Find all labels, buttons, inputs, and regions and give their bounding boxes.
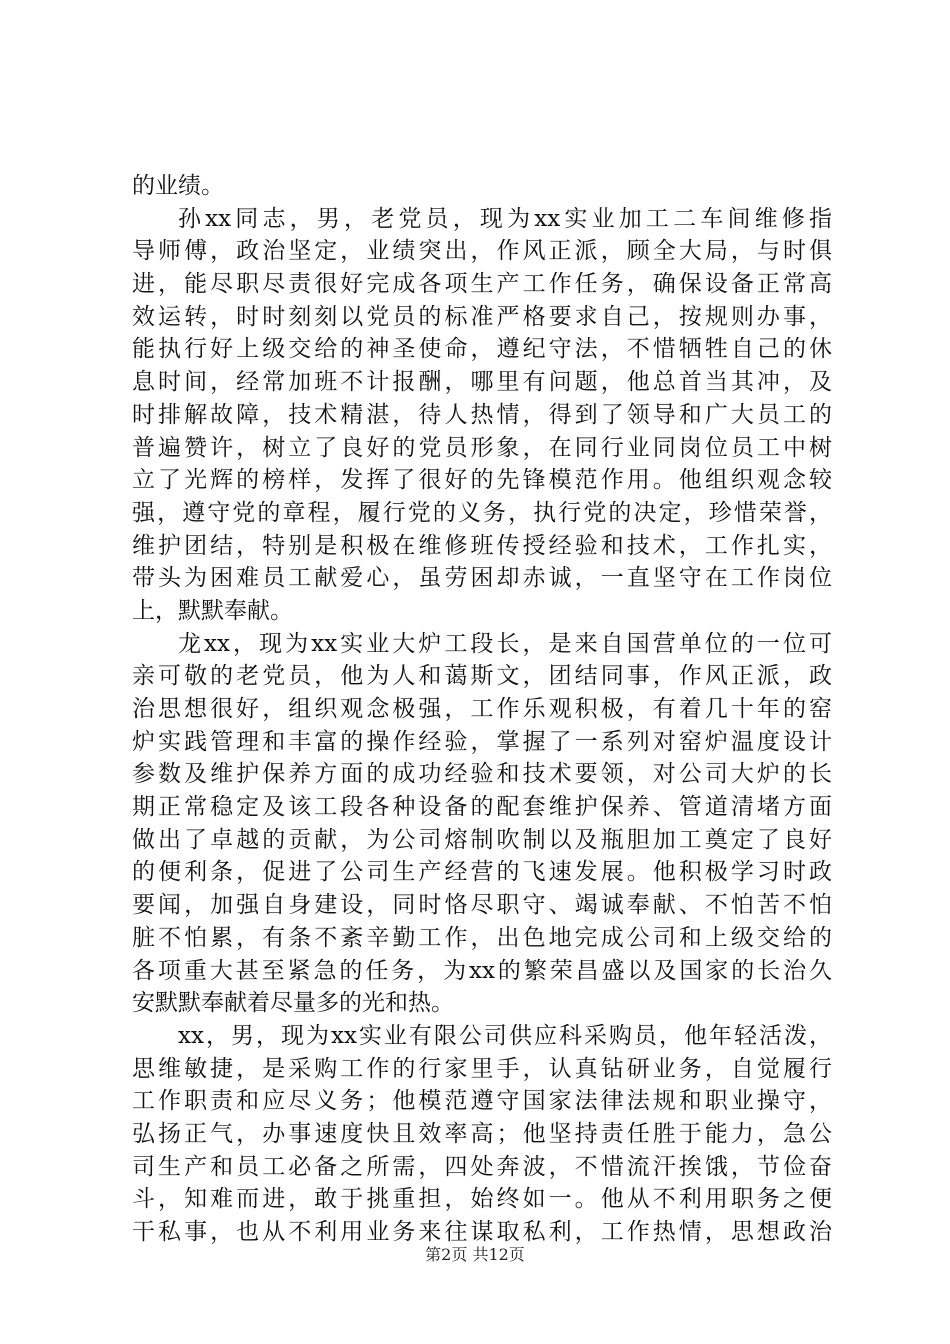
text-line: 炉实践管理和丰富的操作经验，掌握了一系列对窑炉温度设计 xyxy=(132,728,832,755)
text-line: 期正常稳定及该工段各种设备的配套维护保养、管道清堵方面 xyxy=(132,794,832,821)
text-line: 强，遵守党的章程，履行党的义务，执行党的决定，珍惜荣誉， xyxy=(132,499,832,526)
text-line: 治思想很好，组织观念极强，工作乐观积极，有着几十年的窑 xyxy=(132,696,832,722)
text-line: 工作职责和应尽义务；他模范遵守国家法律法规和职业操守， xyxy=(132,1088,832,1115)
text-line: 要闻，加强自身建设，同时恪尽职守、竭诚奉献、不怕苦不怕 xyxy=(132,892,832,919)
text-line: 安默默奉献着尽量多的光和热。 xyxy=(132,990,454,1017)
body-text xyxy=(132,170,832,1249)
text-line: 时排解故障，技术精湛，待人热情，得到了领导和广大员工的 xyxy=(132,401,832,428)
text-line: 斗，知难而进，敢于挑重担，始终如一。他从不利用职务之便 xyxy=(132,1186,832,1213)
text-line: 导师傅，政治坚定，业绩突出，作风正派，顾全大局，与时俱 xyxy=(132,238,832,265)
text-line: 各项重大甚至紧急的任务，为xx的繁荣昌盛以及国家的长治久 xyxy=(132,957,832,984)
text-line: 的业绩。 xyxy=(132,173,224,199)
page-number-footer: 第2页 共12页 xyxy=(425,1245,525,1264)
text-line: 亲可敬的老党员，他为人和蔼斯文，团结同事，作风正派，政 xyxy=(132,663,832,690)
text-line: 上，默默奉献。 xyxy=(132,597,293,624)
text-line: 做出了卓越的贡献，为公司熔制吹制以及瓶胆加工奠定了良好 xyxy=(132,826,832,853)
text-line: 维护团结，特别是积极在维修班传授经验和技术，工作扎实， xyxy=(132,532,832,559)
text-line: 干私事，也从不利用业务来往谋取私利，工作热情，思想政治 xyxy=(132,1219,832,1245)
text-line: 能执行好上级交给的神圣使命，遵纪守法，不惜牺牲自己的休 xyxy=(132,336,832,363)
text-line: 效运转，时时刻刻以党员的标准严格要求自己，按规则办事， xyxy=(132,303,832,330)
text-line: 司生产和员工必备之所需，四处奔波，不惜流汗挨饿，节俭奋 xyxy=(132,1153,832,1180)
text-line: 进，能尽职尽责很好完成各项生产工作任务，确保设备正常高 xyxy=(132,271,832,298)
text-line: 龙xx，现为xx实业大炉工段长，是来自国营单位的一位可 xyxy=(178,630,832,657)
text-line: 带头为困难员工献爱心，虽劳困却赤诚，一直坚守在工作岗位 xyxy=(132,565,832,592)
text-line: 孙xx同志，男，老党员，现为xx实业加工二车间维修指 xyxy=(178,205,832,232)
text-line: 普遍赞许，树立了良好的党员形象，在同行业同岗位员工中树 xyxy=(132,434,832,461)
text-line: 息时间，经常加班不计报酬，哪里有问题，他总首当其冲，及 xyxy=(132,369,832,396)
text-line: 立了光辉的榜样，发挥了很好的先锋模范作用。他组织观念较 xyxy=(132,467,832,494)
text-line: 参数及维护保养方面的成功经验和技术要领，对公司大炉的长 xyxy=(132,761,832,788)
text-line: 脏不怕累，有条不紊辛勤工作，出色地完成公司和上级交给的 xyxy=(132,924,832,951)
text-line: xx，男，现为xx实业有限公司供应科采购员，他年轻活泼， xyxy=(178,1022,832,1049)
text-line: 的便利条，促进了公司生产经营的飞速发展。他积极学习时政 xyxy=(132,859,832,886)
text-line: 弘扬正气，办事速度快且效率高；他坚持责任胜于能力，急公 xyxy=(132,1120,832,1147)
text-line: 思维敏捷，是采购工作的行家里手，认真钻研业务，自觉履行 xyxy=(132,1055,832,1082)
